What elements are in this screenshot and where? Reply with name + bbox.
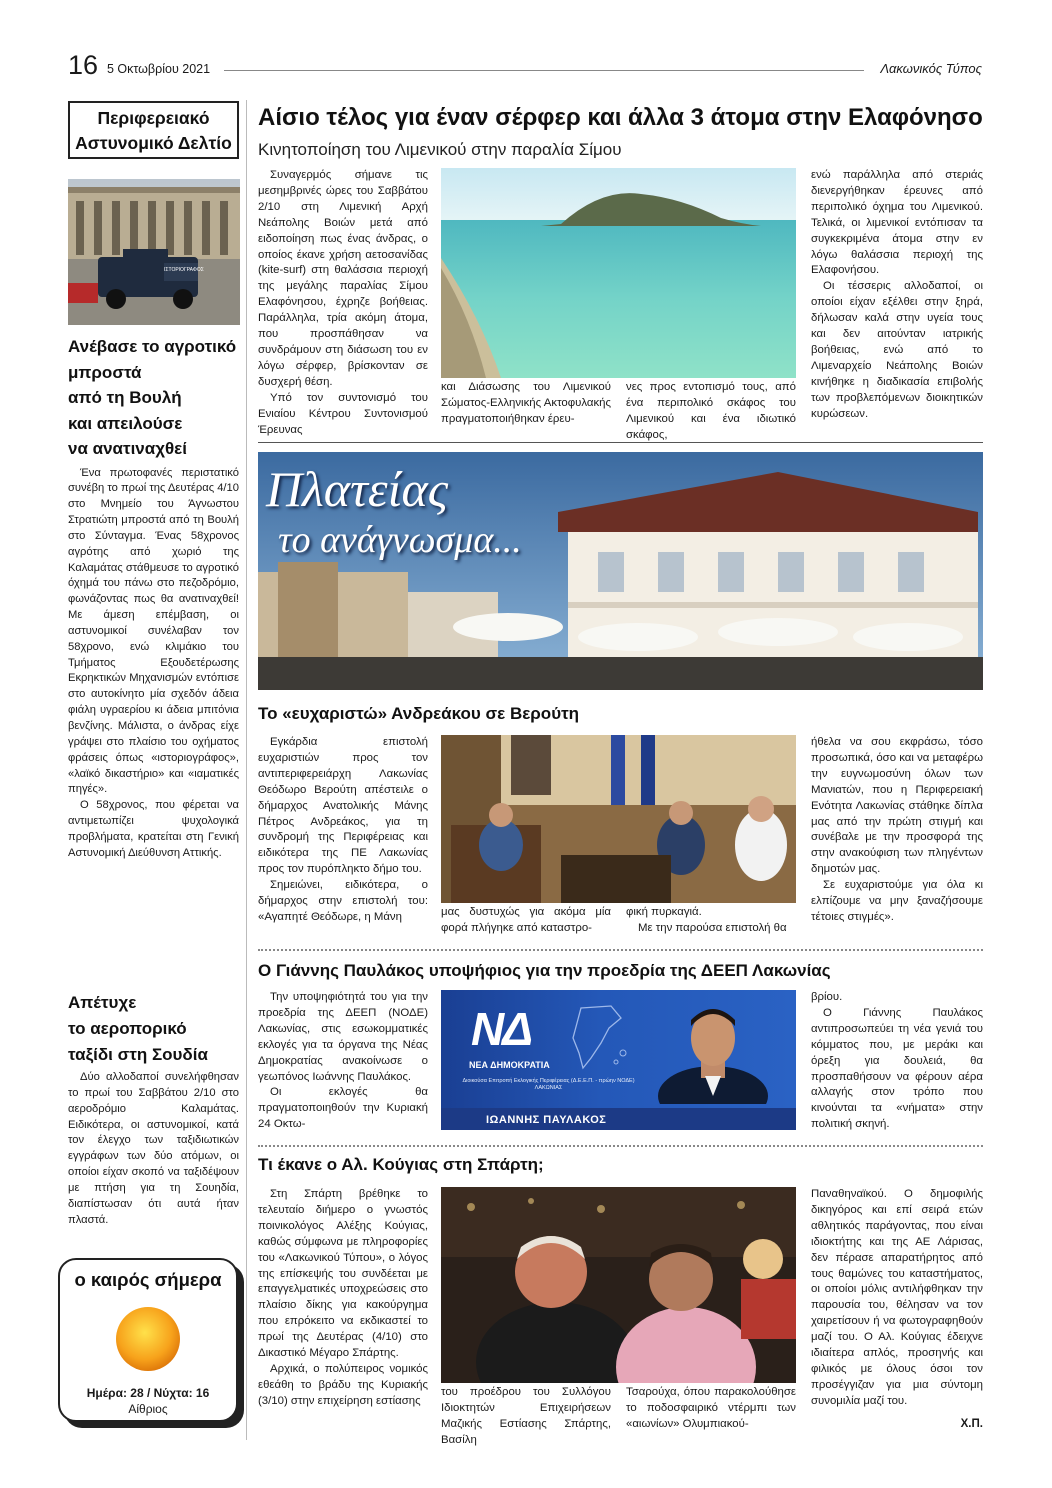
nd-committee: Διοικούσα Επιτροπή Εκλογικής Περιφέρειας (Δ.Ε.Ε.Π. - πρώην ΝΟΔΕ) ΛΑΚΩΝΙΑΣ	[462, 1078, 635, 1091]
weather-title: ο καιρός σήμερα	[74, 1269, 222, 1290]
banner-title-line2: το ανάγνωσμα...	[278, 519, 522, 561]
article3-title: Ο Γιάννης Παυλάκος υποψήφιος για την προεδρία της ΔΕΕΠ Λακωνίας	[258, 961, 831, 980]
article4-col3: Τσαρούχα, όπου παρακολούθησε το ποδοσφαιρικό ντέρμπι των «αιωνίων» Ολυμπιακού-	[626, 1386, 796, 1430]
article4-signature: Χ.Π.	[960, 1418, 983, 1430]
office-meeting-photo	[441, 735, 796, 903]
article4-title: Τι έκανε ο Αλ. Κούγιας στη Σπάρτη;	[258, 1155, 544, 1174]
article1-col2: και Διάσωσης του Λιμενικού Σώματος-Ελληνικής Ακτοφυλακής πραγματοποιήθηκαν έρευ-	[441, 381, 611, 425]
article2-title: Το «ευχαριστώ» Ανδρεάκου σε Βερούτη	[258, 704, 580, 723]
article2-col3: φική πυρκαγιά. Με την παρούσα επιστολή θα	[626, 906, 787, 934]
story2-title: Απέτυχε το αεροπορικό ταξίδι στη Σουδία	[68, 993, 208, 1064]
sidebar-story2	[68, 990, 239, 1228]
article2-col4: ήθελα να σου εκφράσω, τόσο προσωπικά, όσο και να μεταφέρω την ευγνωμοσύνη όλων των Μανιατών, που η Περιφερειακή Ενότητα Λακωνίας στάθηκε δίπλα μας από την πρώτη στιγμή και συνέβαλε με την προσφορά της στην ανακούφιση των πληγέντων δημοτών μας. Σε ευχαριστούμε για όλα κι ελπίζουμε να μην ξαναζήσουμε τέτοιες στιγμές».	[811, 736, 983, 923]
article2-col2: μας δυστυχώς για ακόμα μία φορά πλήγηκε από καταστρο-	[441, 906, 611, 934]
truck-sign: ΙΣΤΟΡΙΟΓΡΑΦΟΣ	[164, 267, 204, 273]
nd-party-name: ΝΕΑ ΔΗΜΟΚΡΑΤΙΑ	[469, 1060, 550, 1070]
kougias-restaurant-photo	[441, 1187, 796, 1383]
article4-col4: Παναθηναϊκού. Ο δημοφιλής δικηγόρος και επί σειρά ετών αθλητικός παράγοντας, που είναι ιδιοκτήτης και της ΑΕ Λάρισας, δεν πέρασε απαρατήρητος από τους θαμώνες του καταστήματος, οι οποίοι μόλις αντιλήφθηκαν την παρουσία του, θέλησαν να τον χαιρετίσουν ή να φωτογραφηθούν μαζί του. Ο Αλ. Κούγιας έδειχνε ιδιαίτερα απλός, προσηνής και φιλικός με όλους όσοι τον προσέγγιζαν για μια σύντομη συνομιλία μαζί του.	[811, 1188, 983, 1407]
sidebar-story1	[68, 334, 239, 862]
page-number: 16	[68, 50, 99, 80]
article3-col4: βρίου. Ο Γιάννης Παυλάκος αντιπροσωπεύει τη νέα γενιά του κόμματος που, με μεράκι και όρεξη για δουλειά, θα προσπαθήσουν να φέρουν αέρα αλλαγής στον τρόπο που κινούνται τα «νήματα» στην πολιτική σκηνή.	[811, 991, 983, 1131]
candidate-name: ΙΩΑΝΝΗΣ ΠΑΥΛΑΚΟΣ	[486, 1114, 607, 1126]
nd-logo: ΝΔ	[471, 1003, 532, 1055]
story1-title: Ανέβασε το αγροτικό μπροστά από τη Βουλή και απειλούσε να ανατιναχθεί	[68, 337, 237, 458]
article2-col1: Εγκάρδια επιστολή ευχαριστιών προς τον αντιπεριφερειάρχη Λακωνίας Θεόδωρο Βερούτη απέστειλε ο δήμαρχος Ανατολικής Μάνης Πέτρος Ανδρεάκος, για τη συνδρομή της Περιφέρειας και ειδικότερα της ΠΕ Λακωνίας προς τον πυρόπληκτο δήμο του. Σημειώνει, ειδικότερα, ο δήμαρχος στην επιστολή του: «Αγαπητέ Θεόδωρε, η Μάνη	[258, 736, 428, 923]
weather-condition: Αίθριος	[128, 1402, 168, 1416]
candidate-portrait	[653, 996, 773, 1104]
greece-map-icon	[561, 998, 641, 1078]
article1-col4: ενώ παράλληλα από στεριάς διενεργήθηκαν έρευνες από περιπολικό όχημα του Λιμενικού. Τελικά, οι λιμενικοί εντόπισαν τα συγκεκριμένα άτομα στην εν λόγω θαλάσσια περιοχή της Ελαφονήσου. Οι τέσσερις αλλοδαποί, οι οποίοι είχαν εξέλθει στην ξηρά, δήλωσαν καλά στην υγεία τους και δεν αιτούνταν ιατρικής βοήθειας, ενώ από το Λιμεναρχείο Νεάπολης Βοιών κινήθηκε η διαδικασία επιβολής των προβλεπόμενων διοικητικών κυρώσεων.	[811, 169, 983, 420]
issue-date: 5 Οκτωβρίου 2021	[107, 62, 211, 76]
plateias-banner	[258, 452, 983, 690]
sidebar-section-box	[68, 101, 239, 159]
article1-col1: Συναγερμός σήμανε τις μεσημβρινές ώρες του Σαββάτου 2/10 στη Λιμενική Αρχή Νεάπολης Βοιών μετά από ειδοποίηση πως ένας άνδρας, ο οποίος έκανε χρήση αετοσανίδας (kite-surf) στη θαλάσσια περιοχή της μεγάλης παραλίας Σίμου Ελαφόνησου, έχρηζε βοήθειας. Παράλληλα, τρία ακόμη άτομα, που προσπάθησαν να συνδράμουν στη διάσωση του εν λόγω σέρφερ, βρίσκονταν σε δυσχερή θέση. Υπό τον συντονισμό του Ενιαίου Κέντρου Συντονισμού Έρευνας	[258, 169, 428, 436]
page-header	[68, 52, 982, 82]
article3-col1: Την υποψηφιότητά του για την προεδρία της ΔΕΕΠ (ΝΟΔΕ) Λακωνίας, στις εσωκομματικές εκλογές για τα όργανα της Νέας Δημοκρατίας ανακοίνωσε ο γεωπόνος Ιωάννης Παυλάκος. Οι εκλογές θα πραγματοποιηθούν την Κυριακή 24 Οκτω-	[258, 991, 428, 1131]
article1-title: Αίσιο τέλος για έναν σέρφερ και άλλα 3 άτομα στην Ελαφόνησο	[258, 104, 983, 131]
parliament-truck-photo	[68, 179, 240, 325]
weather-box	[58, 1258, 238, 1422]
nd-candidate-poster	[441, 990, 796, 1130]
article1-col3: νες προς εντοπισμό τους, από ένα περιπολικό σκάφος του Λιμενικού και ένα ιδιωτικό σκάφος,	[626, 381, 796, 441]
sidebar-section-title: Περιφερειακό Αστυνομικό Δελτίο	[75, 108, 232, 153]
story2-body: Δύο αλλοδαποί συνελήφθησαν το πρωί του Σαββάτου 2/10 στο αεροδρόμιο Καλαμάτας. Ειδικότερα, οι αστυνομικοί, κατά τον έλεγχο των ταξιδιωτικών εγγράφων των δύο ατόμων, οι οποίοι είχαν σκοπό να ταξιδέψουν με πτήση για τη Σουηδία, διαπίστωσαν ότι αυτά ήταν πλαστά.	[68, 1071, 239, 1226]
story1-body: Ένα πρωτοφανές περιστατικό συνέβη το πρωί της Δευτέρας 4/10 στο Μνημείο του Άγνωστου Στρατιώτη μπροστά από τη Βουλή στο Σύνταγμα. Ένας 58χρονος αγρότης από χωριό της Καλαμάτας στάθμευσε το αγροτικό όχημά του πάνω στο πεζοδρόμιο, φωνάζοντας πως θα ανατιναχθεί! Με άμεση επέμβαση, οι αστυνομικοί συνέλαβαν τον 58χρονο, ενώ κλιμάκιο του Τμήματος Εξουδετέρωσης Εκρηκτικών Μηχανισμών εντόπισε στο αυτοκίνητο μία σχεδόν άδεια φιάλη υγραερίου κι άδεια μπιτόνια βενζίνης. Μάλιστα, ο άνδρας είχε γράψει στο πλαίσιο του οχήματος φράσεις όπως «ιστοριογράφος», «λαϊκό δικαστήριο» και «ιαματικές πηγές». Ο 58χρονος, που φέρεται να αντιμετωπίζει ψυχολογικά προβλήματα, κρατείται στη Γενική Αστυνομική Διεύθυνση Αττικής.	[68, 466, 239, 859]
article4-col2: του προέδρου του Συλλόγου Ιδιοκτητών Επιχειρήσεων Μαζικής Εστίασης Σπάρτης, Βασίλη	[441, 1386, 611, 1446]
weather-temps: Ημέρα: 28 / Νύχτα: 16	[86, 1386, 210, 1400]
article4-col1: Στη Σπάρτη βρέθηκε το τελευταίο διήμερο ο γνωστός ποινικολόγος Αλέξης Κούγιας, καθώς σύμφωνα με πληροφορίες του «Λακωνικού Τύπου», ο λόγος της επίσκεψής του συνδέεται με επαγγελματικές υποχρεώσεις στο πλαίσιο δίκης για κακούργημα που επρόκειτο να εκδικαστεί το πρωί της Δευτέρας (4/10) στο Δικαστικό Μέγαρο Σπάρτης. Αρχικά, ο πολύπειρος νομικός εθεάθη το βράδυ της Κυριακής (3/10) στην επιχείρηση εστίασης	[258, 1188, 428, 1407]
article1-subtitle: Κινητοποίηση του Λιμενικού στην παραλία Σίμου	[258, 140, 622, 159]
sun-icon	[108, 1299, 188, 1379]
elafonisos-beach-photo	[441, 168, 796, 378]
paper-name: Λακωνικός Τύπος	[880, 61, 982, 76]
banner-title-line1: Πλατείας	[266, 461, 449, 517]
